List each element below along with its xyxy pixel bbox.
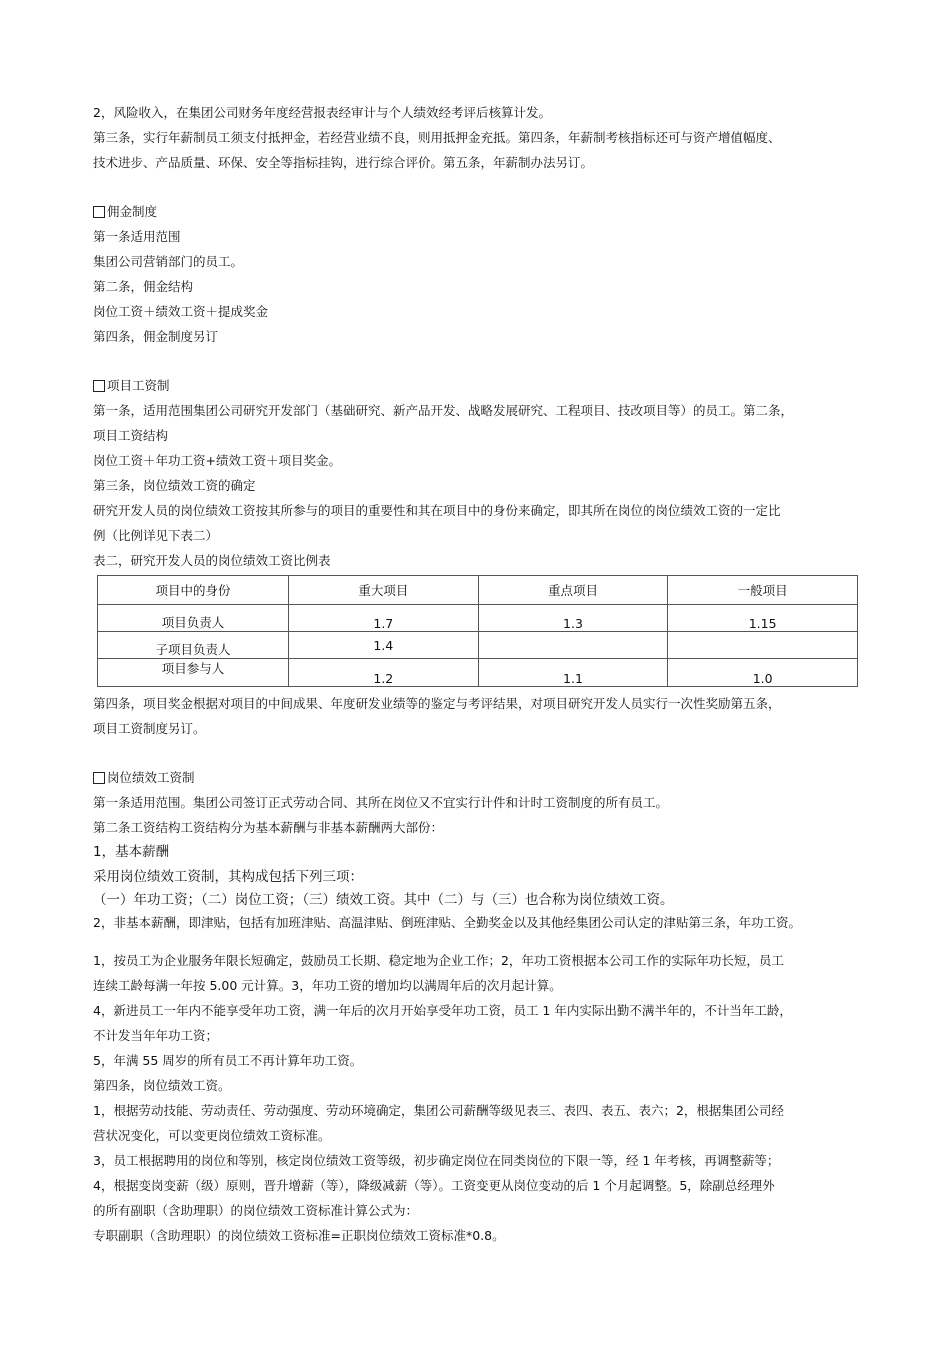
document-page: [93, 100, 863, 1248]
paragraph: 连续工龄每满一年按 5.00 元计算。3，年功工资的增加均以满周年后的次月起计算。: [93, 978, 562, 993]
checkbox-icon: [93, 380, 105, 392]
paragraph: 集团公司营销部门的员工。: [93, 254, 244, 269]
table-cell: 1.7: [289, 605, 479, 632]
paragraph: 岗位工资＋绩效工资＋提成奖金: [93, 304, 269, 319]
paragraph: 不计发当年年功工资；: [93, 1028, 219, 1043]
paragraph: 项目工资制度另订。: [93, 721, 206, 736]
paragraph: 第一条适用范围: [93, 229, 181, 244]
section-heading-project: 项目工资制: [93, 373, 863, 398]
table-row: [98, 632, 858, 659]
paragraph: 2，非基本薪酬，即津贴，包括有加班津贴、高温津贴、倒班津贴、全勤奖金以及其他经集团公司认定的津贴第三条，年功工资。: [93, 915, 801, 930]
paragraph: 第二条，佣金结构: [93, 279, 194, 294]
table-row: [98, 659, 858, 687]
paragraph: 第一条，适用范围集团公司研究开发部门（基础研究、新产品开发、战略发展研究、工程项目、技改项目等）的员工。第二条，: [93, 403, 794, 418]
paragraph: 4，根据变岗变薪（级）原则，晋升增薪（等），降级减薪（等）。工资变更从岗位变动的后 1 个月起调整。5，除副总经理外: [93, 1178, 775, 1193]
paragraph: 1，基本薪酬: [93, 844, 170, 860]
table-header: 项目中的身份: [98, 576, 289, 605]
table-cell: [478, 632, 668, 659]
table-cell: [668, 632, 858, 659]
paragraph: 1，按员工为企业服务年限长短确定，鼓励员工长期、稳定地为企业工作；2，年功工资根据本公司工作的实际年功长短，员工: [93, 953, 784, 968]
table-caption: 表二，研究开发人员的岗位绩效工资比例表: [93, 553, 331, 568]
paragraph: 例（比例详见下表二）: [93, 528, 219, 543]
paragraph: 第四条，佣金制度另订: [93, 329, 219, 344]
paragraph: 采用岗位绩效工资制，其构成包括下列三项：: [93, 869, 363, 885]
checkbox-icon: [93, 206, 105, 218]
table-cell: 子项目负责人: [98, 632, 289, 659]
table-cell: 1.4: [289, 632, 479, 659]
paragraph: 第三条，岗位绩效工资的确定: [93, 478, 256, 493]
paragraph: 的所有副职（含助理职）的岗位绩效工资标准计算公式为：: [93, 1203, 419, 1218]
paragraph: 第一条适用范围。集团公司签订正式劳动合同、其所在岗位又不宜实行计件和计时工资制度的所有员工。: [93, 795, 669, 810]
paragraph: 营状况变化，可以变更岗位绩效工资标准。: [93, 1128, 331, 1143]
paragraph: 技术进步、产品质量、环保、安全等指标挂钩，进行综合评价。第五条，年薪制办法另订。: [93, 155, 594, 170]
table-cell: 1.2: [289, 659, 479, 687]
paragraph: 第四条，岗位绩效工资。: [93, 1078, 231, 1093]
paragraph: 第二条工资结构工资结构分为基本薪酬与非基本薪酬两大部份：: [93, 820, 444, 835]
table-header-row: [98, 576, 858, 605]
table-cell: 1.3: [478, 605, 668, 632]
checkbox-icon: [93, 772, 105, 784]
table-row: [98, 605, 858, 632]
paragraph: 3，员工根据聘用的岗位和等别，核定岗位绩效工资等级，初步确定岗位在同类岗位的下限一等，经 1 年考核，再调整薪等；: [93, 1153, 780, 1168]
paragraph: （一）年功工资；（二）岗位工资；（三）绩效工资。其中（二）与（三）也合称为岗位绩效工资。: [93, 892, 674, 908]
paragraph: 专职副职（含助理职）的岗位绩效工资标准=正职岗位绩效工资标准*0.8。: [93, 1228, 505, 1243]
paragraph: 岗位工资＋年功工资+绩效工资＋项目奖金。: [93, 453, 341, 468]
table-cell: 项目负责人: [98, 605, 289, 632]
table-header: 重大项目: [289, 576, 479, 605]
paragraph: 第四条，项目奖金根据对项目的中间成果、年度研发业绩等的鉴定与考评结果，对项目研究开发人员实行一次性奖励第五条，: [93, 696, 781, 711]
table-header: 重点项目: [478, 576, 668, 605]
paragraph: 2，风险收入，在集团公司财务年度经营报表经审计与个人绩效经考评后核算计发。: [93, 105, 551, 120]
paragraph: 项目工资结构: [93, 428, 169, 443]
paragraph: 5，年满 55 周岁的所有员工不再计算年功工资。: [93, 1053, 363, 1068]
ratio-table: [97, 575, 858, 687]
table-cell: 1.15: [668, 605, 858, 632]
paragraph: 第三条，实行年薪制员工须支付抵押金，若经营业绩不良，则用抵押金充抵。第四条，年薪制考核指标还可与资产增值幅度、: [93, 130, 781, 145]
table-cell: 1.1: [478, 659, 668, 687]
section-heading-commission: 佣金制度: [93, 199, 863, 224]
table-cell: 1.0: [668, 659, 858, 687]
paragraph: 4，新进员工一年内不能享受年功工资，满一年后的次月开始享受年功工资，员工 1 年内实际出勤不满半年的，不计当年工龄，: [93, 1003, 792, 1018]
paragraph: 1，根据劳动技能、劳动责任、劳动强度、劳动环境确定，集团公司薪酬等级见表三、表四、表五、表六；2，根据集团公司经: [93, 1103, 784, 1118]
table-cell: 项目参与人: [98, 659, 289, 687]
paragraph: 研究开发人员的岗位绩效工资按其所参与的项目的重要性和其在项目中的身份来确定，即其所在岗位的岗位绩效工资的一定比: [93, 503, 781, 518]
section-heading-position: 岗位绩效工资制: [93, 765, 863, 790]
table-header: 一般项目: [668, 576, 858, 605]
